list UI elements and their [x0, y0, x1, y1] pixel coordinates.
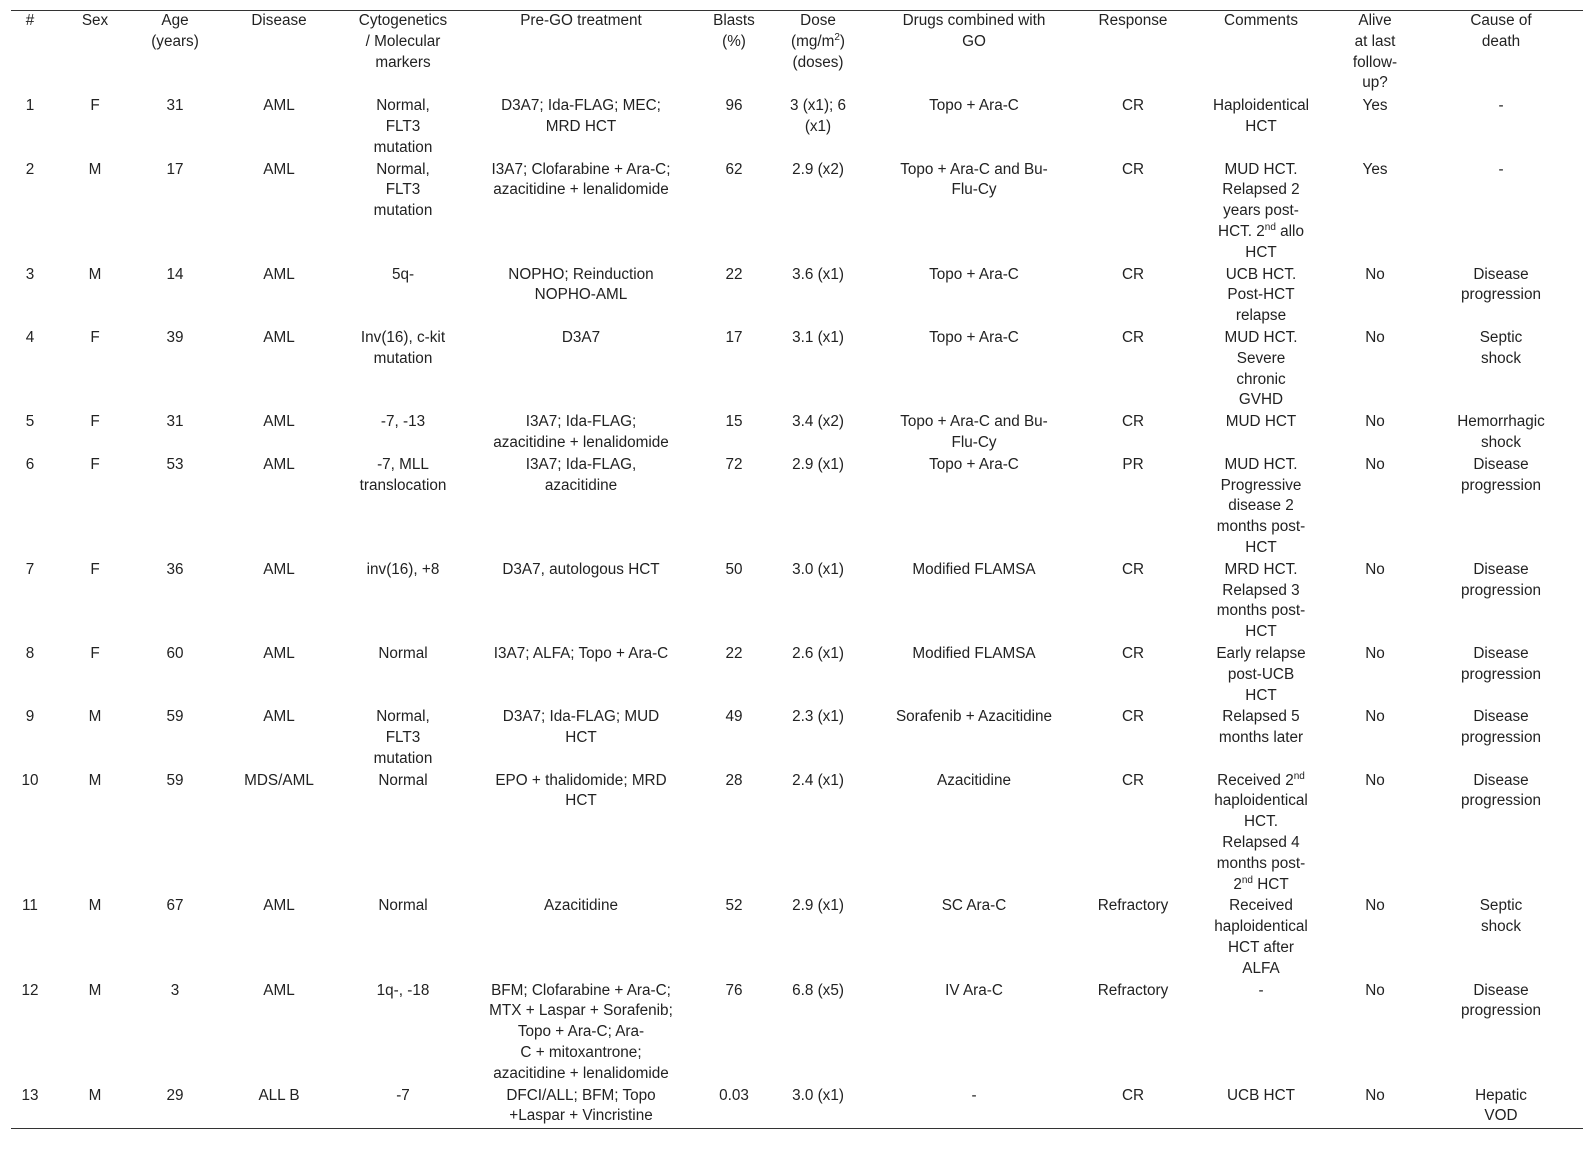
cell-sex: F	[90, 97, 100, 115]
patient-table	[11, 10, 1583, 1129]
cell-num: 13	[21, 1086, 39, 1104]
table-row	[11, 1086, 1583, 1129]
cell-dose: 2.3 (x1)	[792, 708, 844, 726]
table-row	[11, 265, 1583, 328]
table-row	[11, 707, 1583, 770]
cell-text: HCT	[1252, 875, 1289, 893]
cell-cause: Disease progression	[1461, 981, 1541, 1020]
cell-dose: 2.9 (x1)	[792, 897, 844, 915]
cell-cyto: Normal	[378, 897, 428, 915]
cell-disease: MDS/AML	[244, 771, 314, 789]
cell-text: Received 2	[1217, 771, 1294, 789]
cell-sex: F	[90, 413, 100, 431]
cell-drugs: Topo + Ara-C and Bu- Flu-Cy	[900, 160, 1048, 199]
col-header-disease: Disease	[251, 12, 307, 29]
cell-comments: UCB HCT. Post-HCT relapse	[1225, 265, 1297, 325]
cell-cause: Disease progression	[1461, 708, 1541, 747]
cell-response: CR	[1121, 560, 1145, 578]
cell-comments	[1191, 771, 1331, 897]
cell-num: 12	[21, 981, 39, 999]
cell-blasts: 52	[725, 897, 743, 915]
cell-pre: I3A7; Ida-FLAG, azacitidine	[525, 455, 637, 494]
cell-cyto: Normal, FLT3 mutation	[373, 97, 433, 156]
cell-pre: I3A7; Clofarabine + Ara-C; azacitidine + lenalidomide	[491, 160, 671, 199]
cell-age: 17	[166, 160, 184, 178]
cell-age: 3	[170, 981, 180, 999]
cell-alive: Yes	[1362, 160, 1388, 178]
cell-blasts: 96	[725, 97, 743, 115]
cell-dose: 3.1 (x1)	[792, 328, 844, 346]
cell-age: 59	[166, 771, 184, 789]
cell-blasts: 17	[725, 328, 743, 346]
cell-disease: AML	[263, 160, 295, 178]
cell-sex: F	[90, 455, 100, 473]
table-row	[11, 896, 1583, 980]
cell-cause: -	[1498, 97, 1504, 115]
cell-comments: MUD HCT	[1225, 413, 1297, 431]
cell-sex: F	[90, 328, 100, 346]
cell-dose: 2.4 (x1)	[792, 771, 844, 789]
cell-age: 59	[166, 708, 184, 726]
cell-response: CR	[1121, 413, 1145, 431]
cell-cyto: -7, MLL translocation	[359, 455, 447, 494]
col-header-drugs: Drugs combined with GO	[902, 12, 1046, 50]
cell-response: CR	[1121, 708, 1145, 726]
superscript: nd	[1241, 874, 1253, 886]
cell-cyto: Normal	[378, 771, 428, 789]
table-row	[11, 644, 1583, 707]
cell-cyto: Inv(16), c-kit mutation	[360, 328, 446, 367]
cell-age: 39	[166, 328, 184, 346]
col-header-blasts: Blasts (%)	[713, 12, 755, 50]
cell-comments	[1191, 160, 1331, 265]
cell-drugs: Topo + Ara-C	[929, 265, 1019, 283]
cell-num: 11	[22, 897, 38, 915]
cell-disease: AML	[263, 981, 295, 999]
cell-age: 31	[166, 413, 184, 431]
cell-drugs: IV Ara-C	[945, 981, 1003, 999]
cell-age: 31	[166, 97, 184, 115]
cell-drugs: Modified FLAMSA	[912, 560, 1036, 578]
cell-dose: 2.9 (x2)	[792, 160, 844, 178]
cell-disease: AML	[263, 644, 295, 662]
cell-sex: M	[88, 897, 102, 915]
cell-response: CR	[1121, 771, 1145, 789]
superscript: nd	[1264, 221, 1276, 233]
cell-sex: M	[88, 981, 102, 999]
table-row	[11, 96, 1583, 159]
cell-alive: No	[1365, 644, 1385, 662]
table-row	[11, 328, 1583, 412]
cell-drugs: Topo + Ara-C	[929, 455, 1019, 473]
cell-cause: Hemorrhagic shock	[1457, 413, 1545, 451]
cell-dose: 3.0 (x1)	[792, 1086, 844, 1104]
cell-blasts: 22	[725, 265, 743, 283]
cell-response: CR	[1121, 644, 1145, 662]
table-row	[11, 771, 1583, 897]
cell-age: 60	[166, 644, 184, 662]
cell-drugs: Sorafenib + Azacitidine	[895, 708, 1053, 726]
cell-blasts: 15	[725, 413, 743, 431]
cell-num: 1	[25, 97, 35, 115]
cell-alive: No	[1365, 708, 1385, 726]
cell-pre: I3A7; Ida-FLAG; azacitidine + lenalidomide	[493, 413, 669, 451]
table-row	[11, 560, 1583, 644]
cell-drugs: Topo + Ara-C and Bu- Flu-Cy	[900, 413, 1048, 451]
cell-blasts: 62	[725, 160, 743, 178]
table-body	[11, 96, 1583, 1129]
cell-alive: No	[1365, 265, 1385, 283]
cell-drugs: SC Ara-C	[941, 897, 1007, 915]
cell-alive: No	[1365, 560, 1385, 578]
cell-sex: M	[88, 708, 102, 726]
cell-drugs: Topo + Ara-C	[929, 328, 1019, 346]
cell-disease: AML	[263, 455, 295, 473]
cell-dose: 3.6 (x1)	[792, 265, 844, 283]
cell-cyto: 5q-	[391, 265, 415, 283]
cell-num: 3	[25, 265, 35, 283]
cell-age: 67	[166, 897, 184, 915]
cell-pre: D3A7, autologous HCT	[502, 560, 660, 578]
cell-pre: EPO + thalidomide; MRD HCT	[495, 771, 667, 810]
superscript: nd	[1293, 770, 1305, 782]
cell-pre: D3A7	[561, 328, 601, 346]
cell-dose: 6.8 (x5)	[792, 981, 844, 999]
cell-dose: 3 (x1); 6 (x1)	[789, 97, 847, 135]
table-row	[11, 412, 1583, 455]
cell-text: haploidentical HCT. Relapsed 4 months post- 2	[1214, 792, 1308, 893]
cell-disease: AML	[263, 897, 295, 915]
cell-pre: DFCI/ALL; BFM; Topo +Laspar + Vincristine	[506, 1086, 656, 1125]
cell-comments: Relapsed 5 months later	[1218, 708, 1304, 747]
cell-age: 14	[166, 265, 184, 283]
cell-num: 8	[25, 644, 35, 662]
cell-alive: No	[1365, 981, 1385, 999]
cell-age: 53	[166, 455, 184, 473]
cell-response: CR	[1121, 265, 1145, 283]
cell-response: PR	[1122, 455, 1144, 473]
cell-sex: M	[88, 1086, 102, 1104]
cell-cause: Disease progression	[1461, 560, 1541, 599]
cell-response: CR	[1121, 328, 1145, 346]
cell-drugs: Azacitidine	[937, 771, 1011, 789]
cell-blasts: 28	[725, 771, 743, 789]
header-row	[11, 11, 1583, 97]
col-header-cytogenetics: Cytogenetics / Molecular markers	[358, 12, 448, 71]
cell-blasts: 49	[725, 708, 743, 726]
cell-cause: Disease progression	[1461, 265, 1541, 304]
col-header-alive: Alive at last follow- up?	[1352, 12, 1398, 92]
cell-sex: M	[88, 160, 102, 178]
col-header-num: #	[25, 12, 35, 29]
col-header-age: Age (years)	[151, 12, 199, 50]
cell-pre: BFM; Clofarabine + Ara-C; MTX + Laspar + Sorafenib; Topo + Ara-C; Ara- C + mitoxantrone; azacitidine + lenalidomide	[489, 981, 673, 1082]
cell-pre: D3A7; Ida-FLAG; MUD HCT	[502, 708, 660, 747]
cell-pre: D3A7; Ida-FLAG; MEC; MRD HCT	[501, 97, 661, 135]
cell-disease: AML	[263, 328, 295, 346]
cell-cyto: -7, -13	[380, 413, 426, 431]
cell-disease: AML	[263, 560, 295, 578]
cell-comments: MUD HCT. Progressive disease 2 months post- HCT	[1216, 455, 1306, 556]
cell-disease: ALL B	[258, 1086, 300, 1104]
cell-cause: Disease progression	[1461, 455, 1541, 494]
cell-cyto: Normal, FLT3 mutation	[373, 708, 433, 767]
cell-cyto: Normal	[378, 644, 428, 662]
cell-cause: -	[1498, 160, 1504, 178]
cell-alive: No	[1365, 455, 1385, 473]
table-row	[11, 160, 1583, 265]
cell-sex: M	[88, 265, 102, 283]
cell-cause: Septic shock	[1479, 328, 1523, 367]
cell-comments: MRD HCT. Relapsed 3 months post- HCT	[1216, 560, 1306, 641]
cell-response: CR	[1121, 160, 1145, 178]
table-row	[11, 455, 1583, 560]
cell-response: Refractory	[1097, 981, 1169, 999]
col-header-cause: Cause of death	[1470, 12, 1532, 50]
cell-pre: NOPHO; Reinduction NOPHO-AML	[508, 265, 654, 304]
cell-response: Refractory	[1097, 897, 1169, 915]
cell-comments: Received haploidentical HCT after ALFA	[1214, 897, 1308, 977]
cell-cause: Disease progression	[1461, 644, 1541, 683]
col-header-sex: Sex	[81, 12, 109, 29]
cell-alive: No	[1365, 1086, 1385, 1104]
cell-num: 7	[25, 560, 35, 578]
table-row	[11, 981, 1583, 1086]
cell-sex: F	[90, 644, 100, 662]
cell-comments: -	[1258, 981, 1264, 999]
cell-disease: AML	[263, 708, 295, 726]
cell-comments: Haploidentical HCT	[1212, 97, 1310, 135]
cell-text: allo HCT	[1245, 222, 1304, 261]
cell-response: CR	[1121, 97, 1145, 115]
cell-comments: UCB HCT	[1227, 1086, 1295, 1104]
cell-disease: AML	[263, 265, 295, 283]
cell-sex: M	[88, 771, 102, 789]
cell-alive: No	[1365, 897, 1385, 915]
cell-num: 10	[21, 771, 39, 789]
cell-dose: 3.4 (x2)	[792, 413, 844, 431]
cell-alive: No	[1365, 413, 1385, 431]
col-header-pre-go: Pre-GO treatment	[520, 12, 642, 29]
cell-cause: Septic shock	[1479, 897, 1523, 936]
cell-blasts: 50	[725, 560, 743, 578]
cell-cyto: inv(16), +8	[366, 560, 440, 578]
cell-comments: Early relapse post-UCB HCT	[1216, 644, 1306, 704]
cell-comments: MUD HCT. Severe chronic GVHD	[1224, 328, 1298, 409]
cell-num: 2	[25, 160, 35, 178]
cell-sex: F	[90, 560, 100, 578]
cell-cyto: Normal, FLT3 mutation	[373, 160, 433, 220]
cell-drugs: Modified FLAMSA	[912, 644, 1036, 662]
col-header-comments: Comments	[1224, 12, 1298, 29]
cell-alive: Yes	[1362, 97, 1388, 115]
cell-alive: No	[1365, 771, 1385, 789]
cell-dose: 3.0 (x1)	[792, 560, 844, 578]
cell-alive: No	[1365, 328, 1385, 346]
cell-cause: Hepatic VOD	[1475, 1086, 1527, 1125]
cell-num: 5	[25, 413, 35, 431]
cell-age: 29	[166, 1086, 184, 1104]
cell-age: 36	[166, 560, 184, 578]
cell-pre: I3A7; ALFA; Topo + Ara-C	[493, 644, 669, 662]
cell-blasts: 76	[725, 981, 743, 999]
cell-num: 4	[25, 328, 35, 346]
cell-disease: AML	[263, 413, 295, 431]
cell-dose: 2.9 (x1)	[792, 455, 844, 473]
cell-blasts: 0.03	[719, 1086, 749, 1104]
cell-cyto: -7	[396, 1086, 410, 1104]
cell-num: 6	[25, 455, 35, 473]
col-header-dose: Dose $(mg/m^2)$ (doses)	[790, 12, 845, 71]
cell-num: 9	[25, 708, 35, 726]
cell-dose: 2.6 (x1)	[792, 644, 844, 662]
cell-cause: Disease progression	[1461, 771, 1541, 810]
cell-pre: Azacitidine	[544, 897, 618, 915]
cell-drugs: -	[971, 1086, 977, 1104]
cell-cyto: 1q-, -18	[376, 981, 430, 999]
col-header-response: Response	[1098, 12, 1168, 29]
cell-text: MUD HCT. Relapsed 2 years post- HCT. 2	[1218, 160, 1300, 240]
cell-drugs: Topo + Ara-C	[929, 97, 1019, 115]
cell-response: CR	[1121, 1086, 1145, 1104]
cell-disease: AML	[263, 97, 295, 115]
cell-blasts: 22	[725, 644, 743, 662]
cell-blasts: 72	[725, 455, 743, 473]
